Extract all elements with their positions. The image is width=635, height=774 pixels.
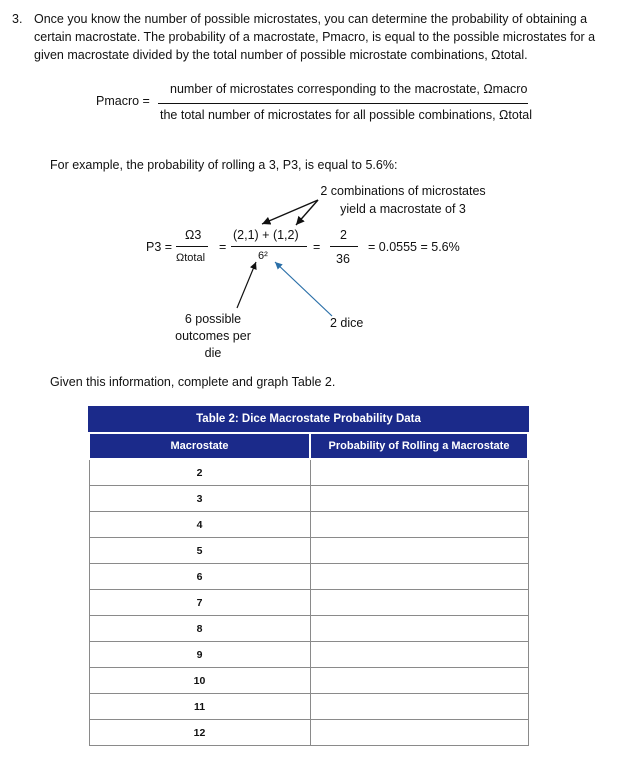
formula-denominator: the total number of microstates for all possible combinations, Ωtotal xyxy=(160,108,533,122)
macrostate-cell: 2 xyxy=(89,459,310,486)
header-probability: Probability of Rolling a Macrostate xyxy=(310,433,528,459)
probability-cell[interactable] xyxy=(310,616,528,642)
table-row xyxy=(89,512,528,538)
table-row xyxy=(89,564,528,590)
omega3: Ω3 xyxy=(185,228,202,242)
table-row xyxy=(89,538,528,564)
formula-numerator: number of microstates corresponding to the macrostate, Ωmacro xyxy=(170,82,528,96)
fraction-numerator-two: 2 xyxy=(340,228,347,242)
question-number: 3. xyxy=(12,12,23,26)
arrow-to-exponent xyxy=(275,262,332,316)
probability-cell[interactable] xyxy=(310,642,528,668)
equals-1: = xyxy=(219,240,227,254)
result-value: = 0.0555 = 5.6% xyxy=(368,240,460,254)
macrostate-cell: 7 xyxy=(89,590,310,616)
macrostate-cell: 3 xyxy=(89,486,310,512)
table-row xyxy=(89,694,528,720)
table-row xyxy=(89,642,528,668)
macrostate-cell: 10 xyxy=(89,668,310,694)
six-squared: 6² xyxy=(258,250,268,262)
dice-annotation: 2 dice xyxy=(330,316,364,330)
p3-label: P3 = xyxy=(146,240,173,254)
macrostate-cell: 11 xyxy=(89,694,310,720)
question-text: Once you know the number of possible microstates, you can determine the probability of obtaining a certain macrostate. The probability of a macrostate, Pmacro, is equal to the possible microstates for a given macrostate divided by the total number of possible microstate combinations, Ωtotal. xyxy=(34,12,596,62)
table-row xyxy=(89,720,528,746)
table-row xyxy=(89,459,528,486)
combinations-expression: (2,1) + (1,2) xyxy=(233,228,299,242)
arrow-to-six xyxy=(237,262,256,308)
probability-cell[interactable] xyxy=(310,459,528,486)
probability-cell[interactable] xyxy=(310,590,528,616)
macrostate-cell: 5 xyxy=(89,538,310,564)
table-title: Table 2: Dice Macrostate Probability Data xyxy=(88,406,529,432)
instruction-text: Given this information, complete and graph Table 2. xyxy=(50,375,336,389)
probability-cell[interactable] xyxy=(310,512,528,538)
fraction-denominator-36: 36 xyxy=(336,252,350,266)
macrostate-cell: 8 xyxy=(89,616,310,642)
combinations-annotation: 2 combinations of microstates yield a macrostate of 3 xyxy=(320,184,486,216)
probability-cell[interactable] xyxy=(310,720,528,746)
outcomes-annotation: 6 possible outcomes per die xyxy=(175,312,251,360)
probability-cell[interactable] xyxy=(310,668,528,694)
omega-total: Ωtotal xyxy=(176,252,206,264)
formula-lhs: Pmacro = xyxy=(96,94,150,108)
probability-cell[interactable] xyxy=(310,486,528,512)
table-row xyxy=(89,486,528,512)
table-grid xyxy=(88,432,529,746)
macrostate-cell: 12 xyxy=(89,720,310,746)
macrostate-cell: 9 xyxy=(89,642,310,668)
probability-cell[interactable] xyxy=(310,564,528,590)
probability-cell[interactable] xyxy=(310,694,528,720)
arrow-to-combo-2 xyxy=(296,200,318,225)
macrostate-cell: 6 xyxy=(89,564,310,590)
macrostate-cell: 4 xyxy=(89,512,310,538)
table-row xyxy=(89,616,528,642)
table-header-row xyxy=(89,433,528,459)
probability-table xyxy=(88,406,529,746)
probability-cell[interactable] xyxy=(310,538,528,564)
table-row xyxy=(89,590,528,616)
table-row xyxy=(89,668,528,694)
equals-2: = xyxy=(313,240,321,254)
example-intro: For example, the probability of rolling a 3, P3, is equal to 5.6%: xyxy=(50,158,398,172)
header-macrostate: Macrostate xyxy=(89,433,310,459)
arrow-to-combo-1 xyxy=(262,200,318,224)
